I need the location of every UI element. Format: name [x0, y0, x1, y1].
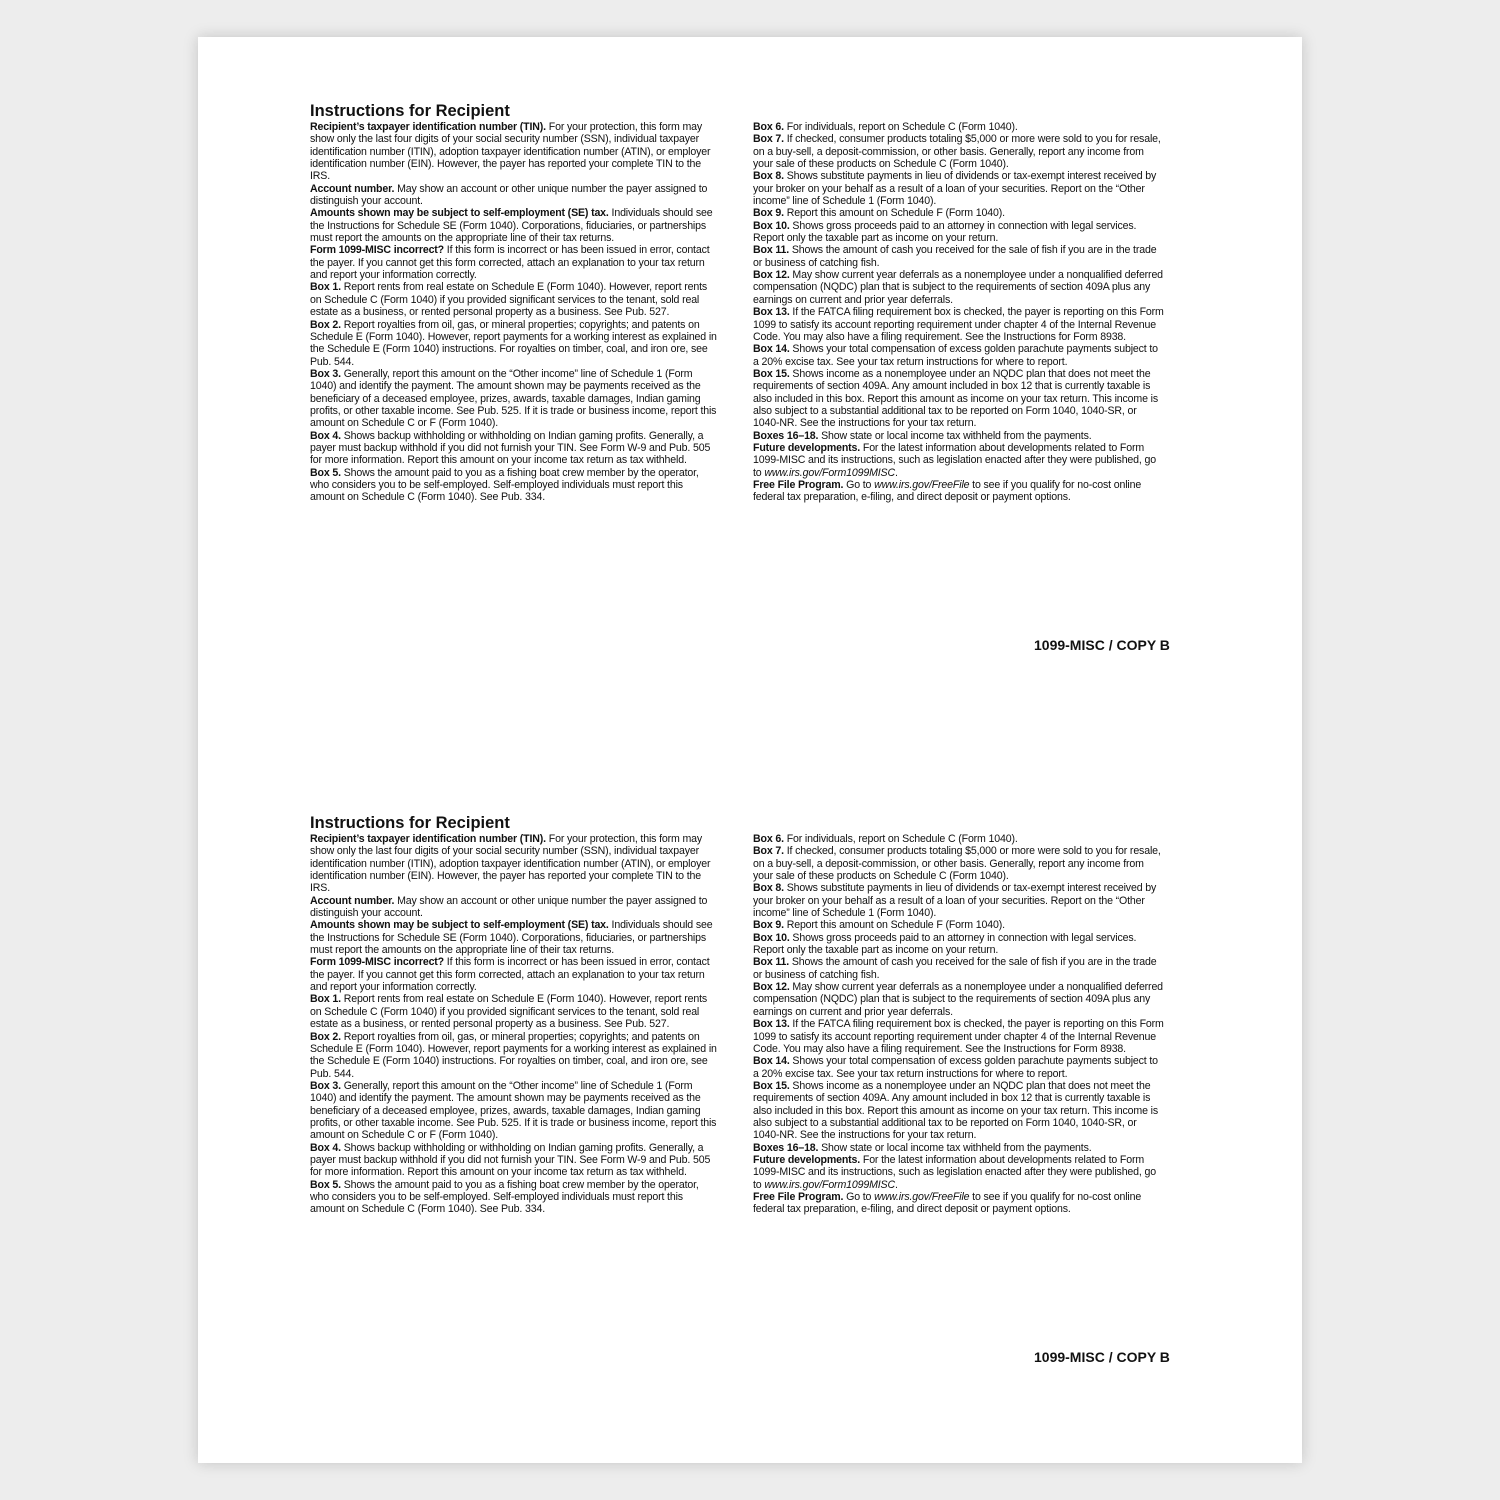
instruction-heading: Account number. [310, 894, 395, 907]
instruction-heading: Recipient’s taxpayer identification number (TIN). [310, 833, 546, 845]
instruction-text: May show current year deferrals as a nonemployee under a nonqualified deferred compensation (NQDC) plan that is subject to the requirements of section 409A plus any earnings on current and prior year deferrals. [753, 269, 1163, 306]
instruction-text: Individuals should see the Instructions for Schedule SE (Form 1040). Corporations, fiduciaries, or partnerships must report the amounts on the appropriate line of their tax returns. [310, 207, 713, 245]
instruction-heading: Box 11. [753, 956, 790, 969]
instruction-paragraph [310, 919, 720, 956]
instruction-heading: Box 3. [310, 1079, 341, 1092]
instruction-paragraph [753, 170, 1165, 207]
instruction-text: Show state or local income tax withheld from the payments. [818, 1141, 1092, 1154]
instruction-text: Shows income as a nonemployee under an NQDC plan that does not meet the requirements of section 409A. Any amount included in box 12 that is currently taxable is also included in this box. Report this amount as income on your tax return. This income is also subject to a substantial additional tax to be reported on Form 1040, 1040-SR, or 1040-NR. See the instructions for your tax return. [753, 367, 1158, 430]
instruction-paragraph [753, 207, 1165, 219]
instruction-paragraph [753, 442, 1165, 479]
instruction-text-tail: . [894, 1178, 898, 1191]
instruction-paragraph [753, 1191, 1165, 1216]
instruction-heading: Future developments. [753, 441, 861, 454]
irs-url-link[interactable]: www.irs.gov/FreeFile [874, 478, 970, 491]
instruction-text: Shows the amount of cash you received for the sale of fish if you are in the trade or business of catching fish. [753, 244, 1157, 269]
instruction-heading: Box 5. [310, 466, 341, 479]
instruction-text: Shows the amount paid to you as a fishing boat crew member by the operator, who considers you to be self-employed. Self-employed individuals must report this amount on Schedule C (Form 1040). See Pub. 334. [310, 466, 699, 504]
instruction-heading: Box 5. [310, 1178, 341, 1191]
instruction-paragraph [753, 479, 1165, 504]
instruction-heading: Box 4. [310, 429, 341, 442]
instructions-title: Instructions for Recipient [310, 814, 510, 832]
instruction-heading: Box 14. [753, 343, 790, 356]
instruction-heading: Box 15. [753, 367, 790, 380]
instruction-text: For the latest information about developments related to Form 1099-MISC and its instructions, such as legislation enacted after they were published, go to [753, 1153, 1156, 1191]
instruction-paragraph [310, 368, 720, 430]
instruction-paragraph [310, 993, 720, 1030]
instruction-paragraph [753, 1018, 1165, 1055]
instruction-paragraph [753, 833, 1165, 845]
instruction-heading: Form 1099-MISC incorrect? [310, 956, 445, 969]
instruction-text: If this form is incorrect or has been issued in error, contact the payer. If you cannot get this form corrected, attach an explanation to your tax return and report your information correctly. [310, 956, 710, 994]
instruction-text: Shows substitute payments in lieu of dividends or tax-exempt interest received by your broker on your behalf as a result of a loan of your securities. Report on the “Other income” line of Schedule 1 (Form 1040). [753, 882, 1157, 920]
instruction-text: Report royalties from oil, gas, or mineral properties; copyrights; and patents on Schedule E (Form 1040). However, report payments for a working interest as explained in the Schedule E (Form 1040) instructions. For royalties on timber, coal, and iron ore, see Pub. 544. [310, 1030, 717, 1080]
instruction-text: Go to [843, 1190, 875, 1203]
instruction-heading: Boxes 16–18. [753, 1141, 819, 1154]
instruction-heading: Box 2. [310, 318, 341, 331]
instruction-heading: Form 1099-MISC incorrect? [310, 244, 445, 257]
instruction-heading: Box 13. [753, 306, 790, 319]
instruction-text: Report rents from real estate on Schedule E (Form 1040). However, report rents on Schedule C (Form 1040) if you provided significant services to the tenant, sold real estate as a business, or rented personal property as a business. See Pub. 527. [310, 993, 708, 1031]
instruction-heading: Amounts shown may be subject to self-employment (SE) tax. [310, 207, 609, 220]
instruction-paragraph [310, 183, 720, 208]
left-column [310, 833, 720, 1216]
instruction-text: May show an account or other unique number the payer assigned to distinguish your account. [310, 894, 708, 920]
instruction-text: Generally, report this amount on the “Other income” line of Schedule 1 (Form 1040) and identify the payment. The amount shown may be payments received as the beneficiary of a deceased employee, prizes, awards, taxable damages, Indian gaming profits, or other taxable income. See Pub. 525. If it is trade or business income, report this amount on Schedule C or F (Form 1040). [310, 367, 717, 430]
instruction-paragraph [310, 207, 720, 244]
instruction-paragraph [753, 1055, 1165, 1080]
left-column [310, 121, 720, 504]
instruction-text: If the FATCA filing requirement box is checked, the payer is reporting on this Form 1099 to satisfy its account reporting requirement under chapter 4 of the Internal Revenue Code. You may also have a filing requirement. See the Instructions for Form 8938. [753, 306, 1164, 343]
instruction-paragraph [753, 133, 1165, 170]
copy-panel-2 [198, 749, 1302, 1409]
instruction-paragraph [753, 932, 1165, 957]
instruction-paragraph [753, 121, 1165, 133]
instruction-text: If checked, consumer products totaling $5,000 or more were sold to you for resale, on a buy-sell, a deposit-commission, or other basis. Generally, report any income from your sale of these products on Schedule C (Form 1040). [753, 845, 1161, 883]
instruction-text: Report this amount on Schedule F (Form 1040). [783, 919, 1005, 932]
instructions-title: Instructions for Recipient [310, 102, 510, 120]
instruction-paragraph [310, 430, 720, 467]
instruction-paragraph [753, 1154, 1165, 1191]
instruction-paragraph [753, 306, 1165, 343]
instruction-paragraph [310, 319, 720, 368]
instruction-text: May show an account or other unique number the payer assigned to distinguish your account. [310, 182, 708, 208]
instruction-heading: Account number. [310, 182, 395, 195]
instruction-paragraph [753, 1080, 1165, 1142]
irs-url-link[interactable]: www.irs.gov/FreeFile [874, 1190, 970, 1203]
instruction-paragraph [753, 244, 1165, 269]
instruction-paragraph [310, 244, 720, 281]
instruction-heading: Box 9. [753, 207, 784, 220]
instruction-text: For your protection, this form may show only the last four digits of your social security number (SSN), individual taxpayer identification number (ITIN), adoption taxpayer identification number (ATIN), or employer identification number (EIN). However, the payer has reported your complete TIN to the IRS. [310, 833, 711, 895]
instruction-paragraph [310, 1031, 720, 1080]
instruction-paragraph [310, 1179, 720, 1216]
instruction-text-tail: to see if you qualify for no-cost online federal tax preparation, e-filing, and direct deposit or payment options. [753, 478, 1142, 504]
instruction-paragraph [753, 343, 1165, 368]
instruction-text: For individuals, report on Schedule C (Form 1040). [783, 833, 1018, 845]
instruction-paragraph [753, 368, 1165, 430]
instruction-text: Shows income as a nonemployee under an NQDC plan that does not meet the requirements of section 409A. Any amount included in box 12 that is currently taxable is also included in this box. Report this amount as income on your tax return. This income is also subject to a substantial additional tax to be reported on Form 1040, 1040-SR, or 1040-NR. See the instructions for your tax return. [753, 1079, 1158, 1142]
instruction-paragraph [753, 269, 1165, 306]
instruction-heading: Box 6. [753, 121, 784, 133]
instruction-text: Shows the amount paid to you as a fishing boat crew member by the operator, who considers you to be self-employed. Self-employed individuals must report this amount on Schedule C (Form 1040). See Pub. 334. [310, 1178, 699, 1216]
instruction-heading: Box 7. [753, 133, 784, 146]
instruction-paragraph [753, 845, 1165, 882]
instruction-heading: Box 1. [310, 281, 341, 294]
instruction-heading: Box 8. [753, 882, 784, 895]
instruction-heading: Box 14. [753, 1055, 790, 1068]
instruction-heading: Box 3. [310, 367, 341, 380]
instruction-paragraph [753, 430, 1165, 442]
instruction-text-tail: . [894, 466, 898, 479]
right-column [753, 121, 1165, 504]
instruction-text: Shows gross proceeds paid to an attorney in connection with legal services. Report only the taxable part as income on your return. [753, 219, 1137, 245]
instruction-heading: Box 9. [753, 919, 784, 932]
instruction-heading: Free File Program. [753, 1190, 844, 1203]
instruction-heading: Box 6. [753, 833, 784, 845]
instruction-paragraph [753, 919, 1165, 931]
instruction-heading: Box 11. [753, 244, 790, 257]
instruction-text: Report royalties from oil, gas, or mineral properties; copyrights; and patents on Schedule E (Form 1040). However, report payments for a working interest as explained in the Schedule E (Form 1040) instructions. For royalties on timber, coal, and iron ore, see Pub. 544. [310, 318, 717, 368]
instruction-text: If the FATCA filing requirement box is checked, the payer is reporting on this Form 1099 to satisfy its account reporting requirement under chapter 4 of the Internal Revenue Code. You may also have a filing requirement. See the Instructions for Form 8938. [753, 1018, 1164, 1055]
instruction-text: Shows your total compensation of excess golden parachute payments subject to a 20% excise tax. See your tax return instructions for where to report. [753, 343, 1158, 368]
instruction-text: Shows gross proceeds paid to an attorney in connection with legal services. Report only the taxable part as income on your return. [753, 931, 1137, 957]
instruction-text: For your protection, this form may show only the last four digits of your social security number (SSN), individual taxpayer identification number (ITIN), adoption taxpayer identification number (ATIN), or employer identification number (EIN). However, the payer has reported your complete TIN to the IRS. [310, 121, 711, 183]
instruction-paragraph [753, 956, 1165, 981]
instruction-heading: Amounts shown may be subject to self-employment (SE) tax. [310, 919, 609, 932]
instruction-paragraph [753, 1142, 1165, 1154]
instruction-paragraph [310, 833, 720, 895]
instruction-text: Shows backup withholding or withholding on Indian gaming profits. Generally, a payer must backup withhold if you did not furnish your TIN. See Form W-9 and Pub. 505 for more information. Report this amount on your income tax return as tax withheld. [310, 429, 711, 467]
instruction-heading: Box 12. [753, 981, 790, 994]
instruction-text: For individuals, report on Schedule C (Form 1040). [783, 121, 1018, 133]
instruction-text: If checked, consumer products totaling $5,000 or more were sold to you for resale, on a buy-sell, a deposit-commission, or other basis. Generally, report any income from your sale of these products on Schedule C (Form 1040). [753, 133, 1161, 171]
copy-label: 1099-MISC / COPY B [1034, 1349, 1170, 1365]
instruction-heading: Box 8. [753, 170, 784, 183]
instruction-heading: Future developments. [753, 1153, 861, 1166]
instruction-heading: Recipient’s taxpayer identification number (TIN). [310, 121, 546, 133]
instruction-heading: Box 15. [753, 1079, 790, 1092]
instruction-text: Shows your total compensation of excess golden parachute payments subject to a 20% excise tax. See your tax return instructions for where to report. [753, 1055, 1158, 1080]
form-sheet [198, 37, 1302, 1463]
instruction-paragraph [310, 956, 720, 993]
instruction-paragraph [310, 1142, 720, 1179]
instruction-paragraph [310, 467, 720, 504]
instruction-paragraph [310, 121, 720, 183]
instruction-text-tail: to see if you qualify for no-cost online federal tax preparation, e-filing, and direct deposit or payment options. [753, 1190, 1142, 1216]
instruction-text: Report rents from real estate on Schedule E (Form 1040). However, report rents on Schedule C (Form 1040) if you provided significant services to the tenant, sold real estate as a business, or rented personal property as a business. See Pub. 527. [310, 281, 708, 319]
instruction-heading: Boxes 16–18. [753, 429, 819, 442]
instruction-heading: Box 7. [753, 845, 784, 858]
instruction-paragraph [310, 1080, 720, 1142]
instruction-heading: Box 10. [753, 931, 790, 944]
instruction-text: Shows backup withholding or withholding on Indian gaming profits. Generally, a payer must backup withhold if you did not furnish your TIN. See Form W-9 and Pub. 505 for more information. Report this amount on your income tax return as tax withheld. [310, 1141, 711, 1179]
instruction-heading: Box 1. [310, 993, 341, 1006]
right-column [753, 833, 1165, 1216]
instruction-text: Shows the amount of cash you received for the sale of fish if you are in the trade or business of catching fish. [753, 956, 1157, 981]
instruction-paragraph [753, 220, 1165, 245]
instruction-paragraph [753, 981, 1165, 1018]
instruction-text: Show state or local income tax withheld from the payments. [818, 429, 1092, 442]
instruction-text: Go to [843, 478, 875, 491]
instruction-text: Report this amount on Schedule F (Form 1040). [783, 207, 1005, 220]
irs-url-link[interactable]: www.irs.gov/Form1099MISC [764, 466, 895, 479]
instruction-heading: Box 10. [753, 219, 790, 232]
instruction-text: If this form is incorrect or has been issued in error, contact the payer. If you cannot get this form corrected, attach an explanation to your tax return and report your information correctly. [310, 244, 710, 282]
instruction-text: Generally, report this amount on the “Other income” line of Schedule 1 (Form 1040) and identify the payment. The amount shown may be payments received as the beneficiary of a deceased employee, prizes, awards, taxable damages, Indian gaming profits, or other taxable income. See Pub. 525. If it is trade or business income, report this amount on Schedule C or F (Form 1040). [310, 1079, 717, 1142]
instruction-heading: Box 13. [753, 1018, 790, 1031]
copy-label: 1099-MISC / COPY B [1034, 637, 1170, 653]
instruction-heading: Box 4. [310, 1141, 341, 1154]
instruction-heading: Box 2. [310, 1030, 341, 1043]
instruction-heading: Free File Program. [753, 478, 844, 491]
instruction-text: Individuals should see the Instructions for Schedule SE (Form 1040). Corporations, fiduciaries, or partnerships must report the amounts on the appropriate line of their tax returns. [310, 919, 713, 957]
instruction-text: May show current year deferrals as a nonemployee under a nonqualified deferred compensation (NQDC) plan that is subject to the requirements of section 409A plus any earnings on current and prior year deferrals. [753, 981, 1163, 1018]
instruction-text: Shows substitute payments in lieu of dividends or tax-exempt interest received by your broker on your behalf as a result of a loan of your securities. Report on the “Other income” line of Schedule 1 (Form 1040). [753, 170, 1157, 208]
instruction-heading: Box 12. [753, 269, 790, 282]
instruction-paragraph [310, 281, 720, 318]
instruction-text: For the latest information about developments related to Form 1099-MISC and its instructions, such as legislation enacted after they were published, go to [753, 441, 1156, 479]
instruction-paragraph [310, 895, 720, 920]
instruction-paragraph [753, 882, 1165, 919]
irs-url-link[interactable]: www.irs.gov/Form1099MISC [764, 1178, 895, 1191]
copy-panel-1 [198, 37, 1302, 697]
